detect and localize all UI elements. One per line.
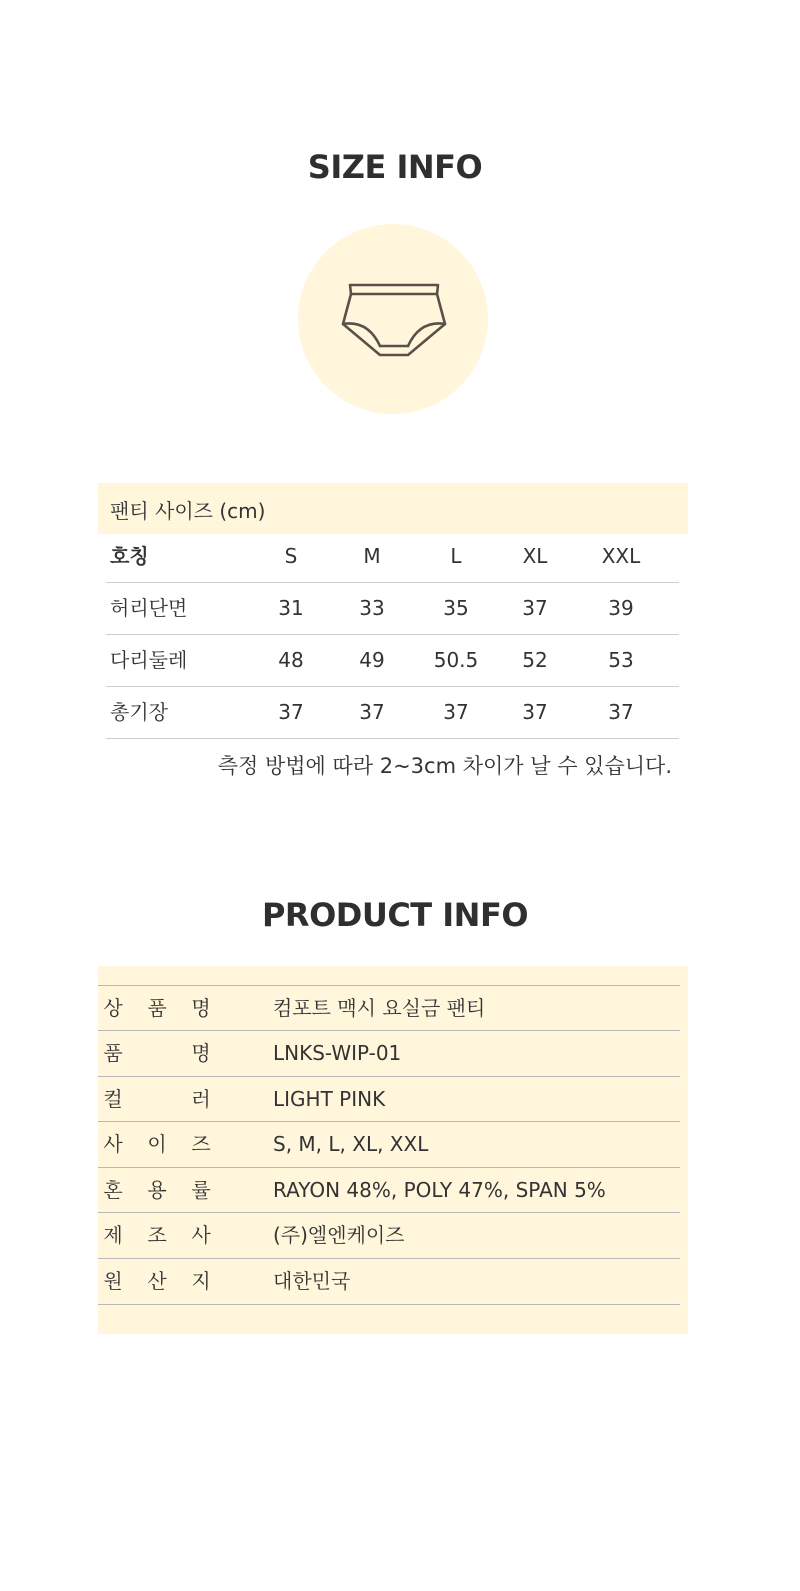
- label-char: 러: [191, 1087, 211, 1111]
- label-char: 혼: [103, 1178, 123, 1202]
- table-cell: 49: [359, 648, 385, 672]
- product-info-title: PRODUCT INFO: [261, 896, 529, 934]
- size-info-title: SIZE INFO: [307, 148, 483, 186]
- table-cell: 37: [278, 700, 304, 724]
- row-value: LIGHT PINK: [273, 1087, 386, 1111]
- label-char: 이: [147, 1132, 167, 1156]
- label-char: 즈: [191, 1132, 211, 1156]
- row-value: 대한민국: [273, 1269, 351, 1293]
- table-cell: 48: [278, 648, 304, 672]
- label-char: 사: [103, 1132, 123, 1156]
- label-char: 사: [191, 1223, 211, 1247]
- label-char: 산: [147, 1269, 167, 1293]
- label-char: 률: [191, 1178, 211, 1202]
- table-row: [98, 1076, 680, 1122]
- label-char: 컬: [103, 1087, 123, 1111]
- size-header-label: 호칭: [110, 544, 149, 568]
- table-cell: 31: [278, 596, 304, 620]
- table-cell: 37: [522, 700, 548, 724]
- size-header-cell: L: [450, 544, 462, 568]
- size-table-title: 팬티 사이즈 (cm): [110, 499, 266, 523]
- size-header-cell: M: [363, 544, 381, 568]
- table-cell: 50.5: [433, 648, 479, 672]
- panty-icon: [298, 224, 488, 414]
- row-label: [102, 1168, 212, 1213]
- row-value: 컴포트 맥시 요실금 팬티: [273, 996, 486, 1020]
- size-header-cell: S: [284, 544, 298, 568]
- label-char: 상: [103, 996, 123, 1020]
- table-row: [106, 686, 679, 739]
- row-label: 총기장: [110, 700, 168, 724]
- table-row: [98, 1212, 680, 1258]
- row-label: [102, 1031, 212, 1076]
- row-label: [102, 1259, 212, 1304]
- size-note: 측정 방법에 따라 2~3cm 차이가 날 수 있습니다.: [217, 754, 672, 778]
- table-row: [98, 1258, 680, 1305]
- label-char: 품: [147, 996, 167, 1020]
- table-row: [98, 1121, 680, 1167]
- label-char: 원: [103, 1269, 123, 1293]
- size-header-cell: XL: [522, 544, 548, 568]
- label-char: 명: [191, 1041, 211, 1065]
- table-row: [98, 1030, 680, 1076]
- label-char: 제: [103, 1223, 123, 1247]
- size-table-header-band: [98, 483, 688, 534]
- table-row: [98, 1167, 680, 1213]
- label-char: 품: [103, 1041, 123, 1065]
- row-value: S, M, L, XL, XXL: [273, 1132, 429, 1156]
- row-label: 다리둘레: [110, 648, 188, 672]
- label-char: 용: [147, 1178, 167, 1202]
- row-value: RAYON 48%, POLY 47%, SPAN 5%: [273, 1178, 606, 1202]
- row-label: [102, 986, 212, 1031]
- label-char: 명: [191, 996, 211, 1020]
- label-char: [146, 1077, 168, 1122]
- table-row: [106, 582, 679, 635]
- row-value: (주)엘엔케이즈: [273, 1223, 405, 1247]
- table-cell: 37: [522, 596, 548, 620]
- row-label: [102, 1077, 212, 1122]
- label-char: [146, 1031, 168, 1076]
- table-cell: 33: [359, 596, 385, 620]
- row-label: [102, 1213, 212, 1258]
- size-table-header-row: [106, 530, 679, 583]
- table-cell: 37: [608, 700, 634, 724]
- row-label: [102, 1122, 212, 1167]
- row-label: 허리단면: [110, 596, 188, 620]
- table-cell: 52: [522, 648, 548, 672]
- table-cell: 39: [608, 596, 634, 620]
- table-cell: 35: [443, 596, 469, 620]
- table-cell: 53: [608, 648, 634, 672]
- table-cell: 37: [359, 700, 385, 724]
- table-cell: 37: [443, 700, 469, 724]
- table-row: [98, 985, 680, 1031]
- label-char: 지: [191, 1269, 211, 1293]
- row-value: LNKS-WIP-01: [273, 1041, 402, 1065]
- label-char: 조: [147, 1223, 167, 1247]
- product-info-table: [98, 966, 688, 1334]
- size-header-cell: XXL: [601, 544, 641, 568]
- table-row: [106, 634, 679, 687]
